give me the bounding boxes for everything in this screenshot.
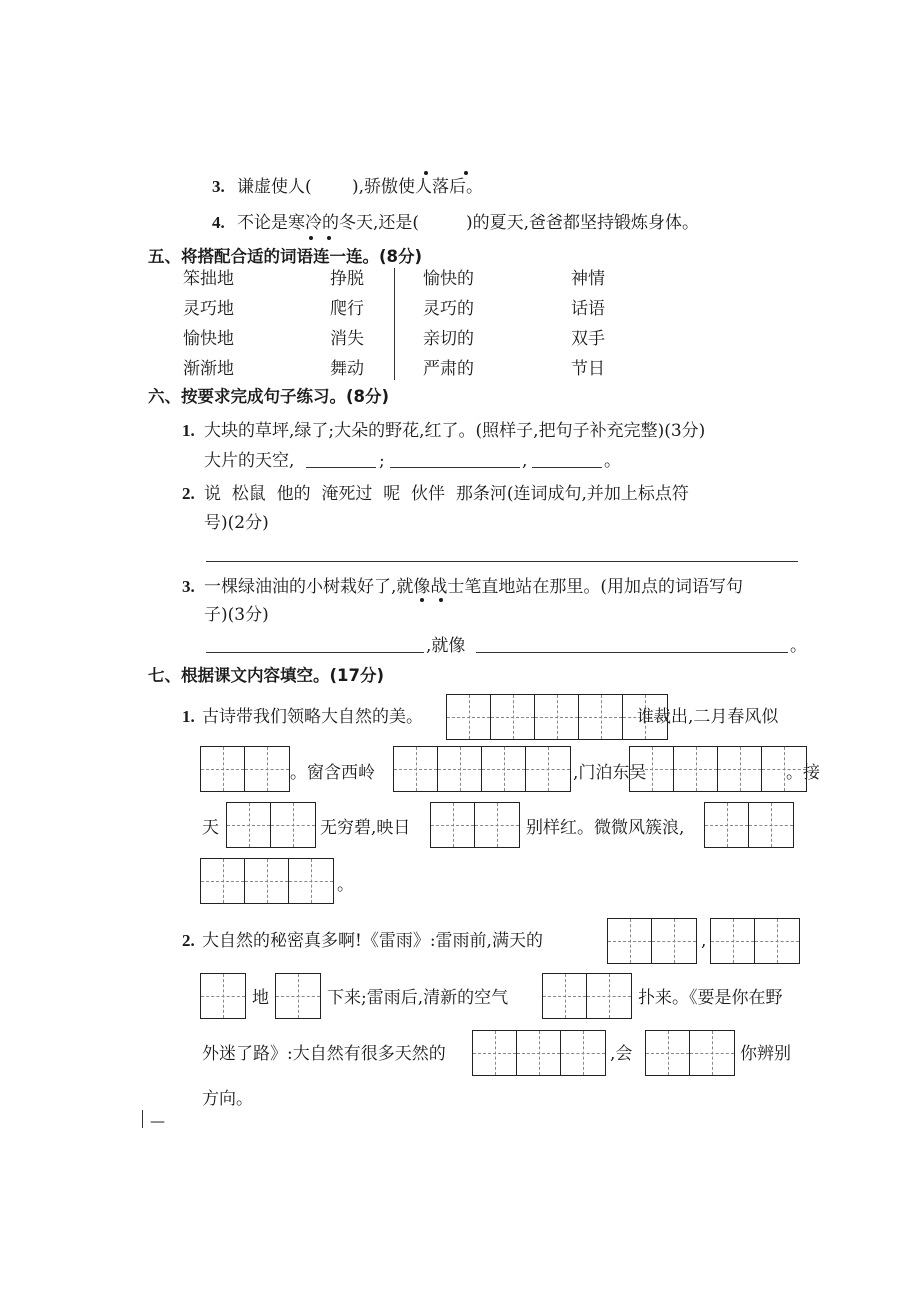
s6-q1-start: 大片的天空,	[204, 451, 295, 471]
s7-q1-number: 1.	[182, 707, 195, 726]
item-3-number: 3.	[212, 177, 225, 196]
s7-q1-l3a: 天	[202, 818, 219, 838]
s7-q2-number: 2.	[182, 931, 195, 950]
char-box-1[interactable]	[200, 973, 246, 1019]
word-left-4: 渐渐地	[183, 359, 234, 379]
s7-q1-l3c: 别样红。微微风簇浪,	[526, 818, 685, 838]
s7-q2-l1a: 大自然的秘密真多啊!《雷雨》:雷雨前,满天的	[202, 931, 543, 951]
char-box-2[interactable]	[710, 918, 800, 964]
s7-q2-l2a: 地	[252, 988, 269, 1008]
word-noun-1: 神情	[571, 269, 605, 289]
emphasis-dot	[327, 236, 331, 240]
word-adj-3: 亲切的	[423, 329, 474, 349]
s7-q2-l4a: 方向。	[202, 1089, 253, 1109]
s6-q1-text: 大块的草坪,绿了;大朵的野花,红了。(照样子,把句子补充完整)(3分)	[204, 421, 706, 441]
item-3-text-a: 谦虚使人(	[237, 177, 312, 197]
char-box-5[interactable]	[446, 694, 668, 740]
section-6-title: 六、按要求完成句子练习。(8分)	[148, 387, 390, 406]
s7-q1-l3b: 无穷碧,映日	[320, 818, 411, 838]
char-box-3[interactable]	[200, 858, 334, 904]
word-adj-1: 愉快的	[423, 269, 474, 289]
s6-q3-end: 。	[790, 636, 807, 656]
s7-q2-l3a: 外迷了路》:大自然有很多天然的	[202, 1044, 446, 1064]
item-4-text-a: 不论是寒冷的冬天,还是(	[237, 213, 420, 233]
word-verb-2: 爬行	[330, 299, 364, 319]
answer-blank[interactable]	[532, 467, 602, 468]
emphasis-dot	[424, 171, 428, 175]
word-adj-4: 严肃的	[423, 359, 474, 379]
item-4-number: 4.	[212, 213, 225, 232]
s6-q3-text-cont: 子)(3分)	[204, 605, 269, 625]
word-left-1: 笨拙地	[183, 269, 234, 289]
char-box-3[interactable]	[472, 1030, 606, 1076]
s7-q1-l2a: 。窗含西岭	[290, 763, 375, 783]
answer-line[interactable]	[206, 561, 798, 562]
s7-q2-l2b: 下来;雷雨后,清新的空气	[327, 988, 509, 1008]
char-box-2[interactable]	[542, 973, 632, 1019]
s6-q2-text: 说 松鼠 他的 淹死过 呢 伙伴 那条河(连词成句,并加上标点符	[204, 484, 689, 504]
s6-q1-sep1: ;	[379, 451, 385, 471]
char-box-1[interactable]	[275, 973, 321, 1019]
s7-q1-l1b: 谁裁出,二月春风似	[637, 707, 779, 727]
answer-blank[interactable]	[206, 652, 424, 653]
answer-blank[interactable]	[476, 652, 788, 653]
answer-blank[interactable]	[390, 467, 520, 468]
s6-q2-text-cont: 号)(2分)	[204, 513, 269, 533]
char-box-2[interactable]	[704, 802, 794, 848]
char-box-2[interactable]	[200, 746, 290, 792]
s7-q2-l1b: ,	[701, 931, 707, 951]
s6-q3-mid: ,就像	[426, 636, 466, 656]
word-verb-3: 消失	[330, 329, 364, 349]
s6-q1-sep2: ,	[522, 451, 528, 471]
emphasis-dot	[420, 598, 424, 602]
emphasis-dot	[309, 236, 313, 240]
item-3-text-b: ),骄傲使人落后。	[352, 177, 484, 197]
char-box-4[interactable]	[393, 746, 571, 792]
word-adj-2: 灵巧的	[423, 299, 474, 319]
char-box-4[interactable]	[629, 746, 807, 792]
word-noun-3: 双手	[571, 329, 605, 349]
s6-q1-end: 。	[604, 451, 621, 471]
word-verb-4: 舞动	[330, 359, 364, 379]
s7-q1-l2c: 。接	[786, 763, 820, 783]
s7-q1-l1a: 古诗带我们领略大自然的美。	[202, 707, 423, 727]
s7-q1-l4a: 。	[337, 875, 354, 895]
s7-q2-l2c: 扑来。《要是你在野	[638, 988, 783, 1008]
word-left-3: 愉快地	[183, 329, 234, 349]
word-noun-4: 节日	[571, 359, 605, 379]
item-4-text-b: )的夏天,爸爸都坚持锻炼身体。	[466, 213, 700, 233]
s6-q2-number: 2.	[182, 484, 195, 503]
s7-q2-l3c: 你辨别	[740, 1044, 791, 1064]
section-7-title: 七、根据课文内容填空。(17分)	[148, 666, 385, 685]
word-noun-2: 话语	[571, 299, 605, 319]
page-mark: —	[150, 1112, 165, 1130]
char-box-2[interactable]	[607, 918, 697, 964]
s6-q1-number: 1.	[182, 421, 195, 440]
char-box-2[interactable]	[645, 1030, 735, 1076]
emphasis-dot	[439, 598, 443, 602]
answer-blank[interactable]	[306, 467, 376, 468]
s7-q1-l2b: ,门泊东吴	[573, 763, 647, 783]
margin-mark	[142, 1110, 143, 1128]
s6-q3-text: 一棵绿油油的小树栽好了,就像战士笔直地站在那里。(用加点的词语写句	[204, 577, 744, 597]
char-box-2[interactable]	[430, 802, 520, 848]
column-divider	[394, 268, 395, 380]
char-box-2[interactable]	[226, 802, 316, 848]
s6-q3-number: 3.	[182, 577, 195, 596]
emphasis-dot	[464, 171, 468, 175]
s7-q2-l3b: ,会	[610, 1044, 633, 1064]
section-5-title: 五、将搭配合适的词语连一连。(8分)	[148, 247, 423, 266]
word-verb-1: 挣脱	[330, 269, 364, 289]
word-left-2: 灵巧地	[183, 299, 234, 319]
